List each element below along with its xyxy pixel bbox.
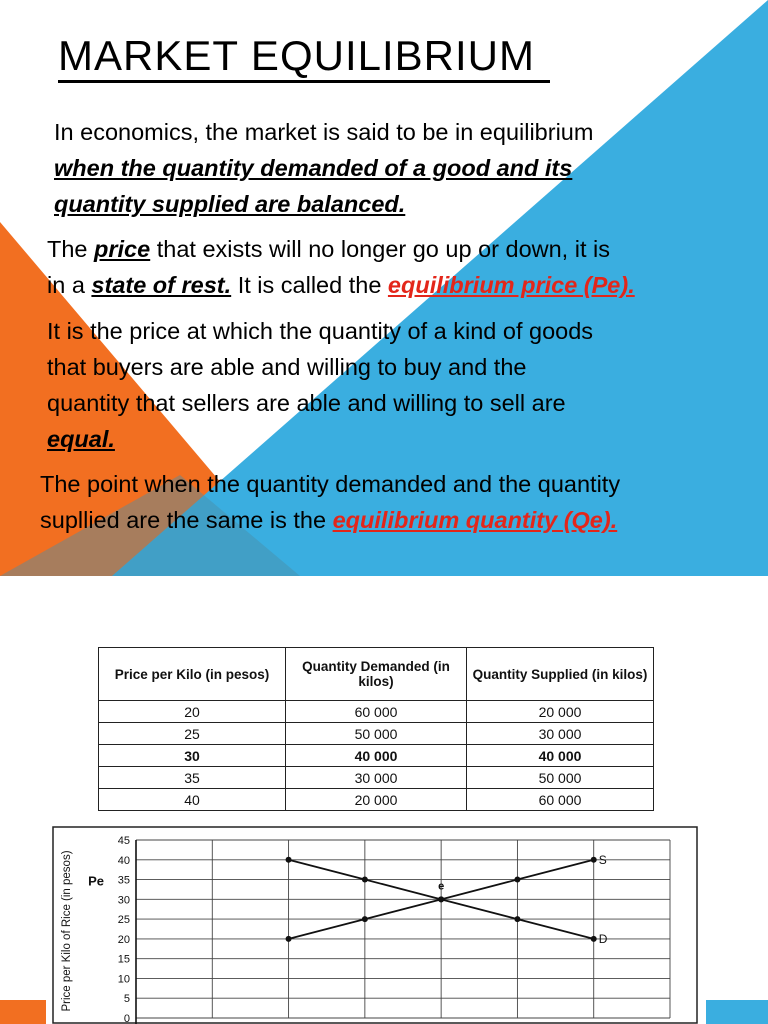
data-point: [591, 857, 597, 863]
equilibrium-price-term: equilibrium price (Pe).: [387, 272, 635, 298]
table-cell: 20 000: [286, 789, 467, 811]
data-point: [514, 916, 520, 922]
table-cell: 20 000: [467, 701, 654, 723]
equilibrium-quantity-term: equilibrium quantity (Qe).: [332, 507, 618, 533]
table-cell: 40 000: [286, 745, 467, 767]
data-point: [362, 916, 368, 922]
table-row: [99, 789, 654, 811]
table-row: [99, 745, 654, 767]
paragraph-explanation: [47, 313, 593, 457]
table-row: [99, 767, 654, 789]
y-tick-label: 45: [117, 835, 130, 847]
table-header: Quantity Demanded (in kilos): [286, 648, 467, 701]
paragraph-price: [47, 231, 635, 303]
table-header: Price per Kilo (in pesos): [99, 648, 286, 701]
table-cell: 30: [99, 745, 286, 767]
data-point: [286, 857, 292, 863]
table-cell: 60 000: [286, 701, 467, 723]
y-tick-label: 25: [117, 914, 130, 927]
table-row: [99, 701, 654, 723]
paragraph-line: [40, 502, 620, 538]
text-run: supllied are the same is the: [40, 507, 333, 533]
text-run: The: [47, 236, 95, 262]
y-tick-label: 20: [117, 933, 130, 946]
paragraph-line: [47, 231, 635, 267]
emphasis-state: state of rest.: [91, 272, 232, 298]
blue-corner-accent: [706, 1000, 768, 1024]
table-cell: 40: [99, 789, 286, 811]
y-tick-label: 35: [117, 874, 130, 887]
series-label: S: [598, 852, 607, 867]
table-header: Quantity Supplied (in kilos): [467, 648, 654, 701]
series-label: D: [598, 931, 608, 946]
paragraph-line: that buyers are able and willing to buy and the: [47, 354, 527, 380]
data-point: [286, 936, 292, 942]
table-cell: 20: [99, 701, 286, 723]
table-cell: 35: [99, 767, 286, 789]
emphasis-price: price: [94, 236, 151, 262]
paragraph-line: The point when the quantity demanded and the quantity: [40, 471, 621, 497]
text-run: that exists will no longer go up or down, it is: [150, 236, 610, 262]
paragraph-line: quantity that sellers are able and willing to sell are: [47, 390, 566, 416]
table-cell: 50 000: [286, 723, 467, 745]
y-tick-label: 15: [117, 953, 130, 966]
table-cell: 30 000: [286, 767, 467, 789]
equilibrium-graph: [52, 826, 698, 1024]
paragraph-line: [47, 267, 635, 303]
paragraph-line: It is the price at which the quantity of a kind of goods: [47, 318, 594, 344]
emphasis-text: quantity supplied are balanced.: [54, 191, 406, 217]
y-tick-label: 30: [117, 894, 130, 907]
equilibrium-point-label: e: [438, 880, 445, 893]
y-tick-label: 5: [123, 993, 130, 1006]
pe-label: Pe: [88, 873, 104, 889]
text-run: in a: [47, 272, 92, 298]
emphasis-equal: equal.: [47, 426, 115, 452]
paragraph-definition: [54, 114, 593, 222]
table-header-row: [99, 648, 654, 701]
orange-corner-accent: [0, 1000, 46, 1024]
text-run: It is called the: [231, 272, 388, 298]
emphasis-text: when the quantity demanded of a good and its: [54, 155, 573, 181]
y-tick-label: 40: [117, 854, 130, 867]
table-cell: 60 000: [467, 789, 654, 811]
data-point: [438, 896, 444, 902]
data-point: [591, 936, 597, 942]
title-underline: [58, 80, 550, 83]
table-cell: 25: [99, 723, 286, 745]
paragraph-line: In economics, the market is said to be in equilibrium: [54, 119, 594, 145]
y-axis-label: Price per Kilo of Rice (in pesos): [61, 850, 73, 1012]
supply-demand-table: [98, 647, 654, 811]
table-cell: 40 000: [467, 745, 654, 767]
table-cell: 50 000: [467, 767, 654, 789]
table-row: [99, 723, 654, 745]
y-tick-label: 0: [123, 1013, 130, 1024]
y-tick-label: 10: [117, 973, 130, 986]
table-cell: 30 000: [467, 723, 654, 745]
page-title: MARKET EQUILIBRIUM: [58, 32, 535, 79]
data-point: [514, 877, 520, 883]
paragraph-quantity: [40, 466, 620, 538]
data-point: [362, 877, 368, 883]
